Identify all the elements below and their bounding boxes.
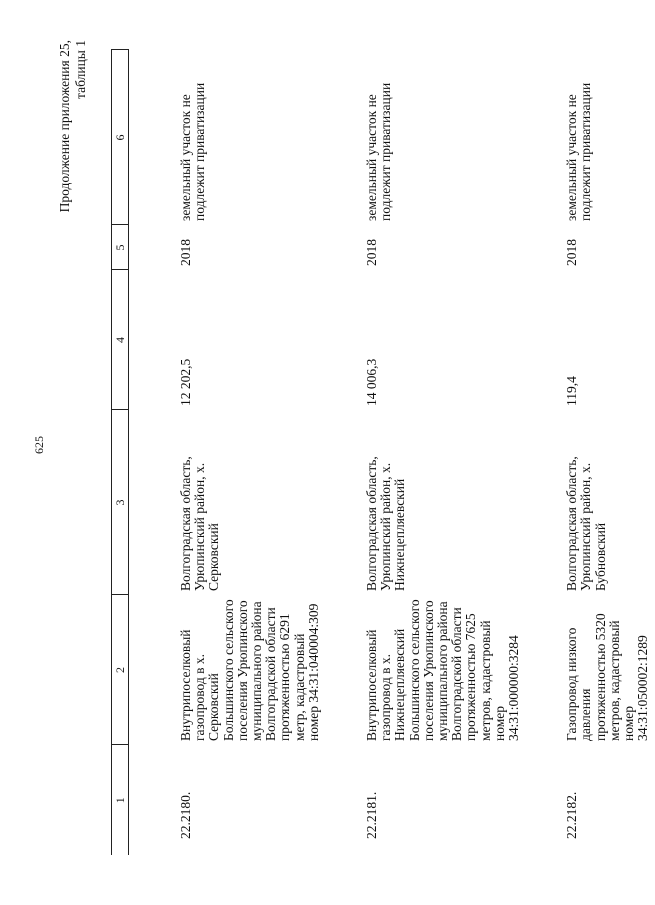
- row-description: Газопровод низкого давления протяженностью 5320 метров, кадастровый номер 34:31:050002:1289: [564, 613, 651, 741]
- row-description: Внутрипоселковый газопровод в х. Нижнецепляевский Большинского сельского поселения Урюпинского муниципального района Волгоградской области протяженностью 7625 метров, кадастровый номер 34:31:000000:3284: [364, 599, 522, 741]
- header-col-6: 6: [112, 50, 129, 225]
- header-col-3: 3: [112, 410, 129, 595]
- row-value: 14 006,3: [364, 358, 380, 406]
- row-value: 12 202,5: [178, 358, 193, 406]
- data-table: [111, 50, 655, 856]
- row-year: 2018: [178, 239, 193, 266]
- table-row: [129, 50, 322, 855]
- header-col-5: 5: [112, 225, 129, 270]
- row-number: 22.2181.: [364, 791, 380, 839]
- row-note: земельный участок не подлежит приватизации: [564, 82, 594, 221]
- row-number: 22.2180.: [178, 791, 193, 839]
- row-location: Волгоградская область, Урюпинский район, х. Нижнецепляевский: [364, 456, 408, 591]
- row-number: 22.2182.: [564, 791, 580, 839]
- row-location: Волгоградская область, Урюпинский район, х. Бубновский: [564, 456, 608, 591]
- table-row: [321, 50, 521, 855]
- caption-line-2: таблицы 1: [73, 40, 88, 99]
- header-row: [112, 50, 129, 855]
- row-year: 2018: [364, 239, 380, 266]
- row-value: 119,4: [564, 376, 580, 406]
- header-col-4: 4: [112, 270, 129, 410]
- page-number: 625: [32, 436, 46, 454]
- row-note: земельный участок не подлежит приватизации: [178, 82, 208, 221]
- table-caption: [57, 40, 89, 305]
- header-col-2: 2: [112, 595, 129, 745]
- header-col-1: 1: [112, 745, 129, 855]
- row-location: Волгоградская область, Урюпинский район, х. Серковский: [178, 456, 222, 591]
- caption-line-1: Продолжение приложения 25,: [57, 40, 72, 213]
- row-note: земельный участок не подлежит приватизации: [364, 82, 394, 221]
- table-row: [521, 50, 655, 855]
- row-year: 2018: [564, 239, 580, 266]
- row-description: Внутрипоселковый газопровод в х. Серковский Большинского сельского поселения Урюпинского муниципального района Волгоградской области протяженностью 6291 метр, кадастровый номер 34:31:040004:309: [178, 599, 321, 741]
